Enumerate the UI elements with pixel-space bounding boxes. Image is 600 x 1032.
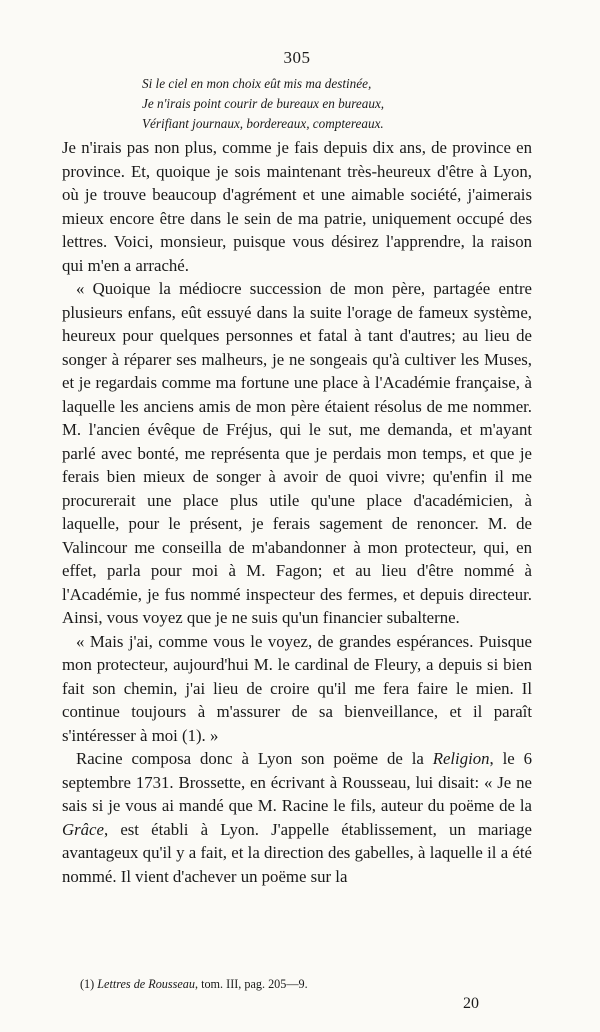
verse-line: Je n'irais point courir de bureaux en bureaux, xyxy=(142,96,385,111)
verse-line: Vérifiant journaux, bordereaux, comptereaux. xyxy=(142,116,384,131)
footnote-rest: , tom. III, pag. 205—9. xyxy=(194,977,308,991)
title-religion: Religion xyxy=(432,749,490,768)
verse-quote xyxy=(142,74,532,134)
paragraph: Je n'irais pas non plus, comme je fais depuis dix ans, de province en province. Et, quoique je sois maintenant très-heureux d'être à Lyon, où je trouve beaucoup d'agrément et une aimable société, j'aimerais mieux encore être dans le sein de ma patrie, uniquement occupé des lettres. Voici, monsieur, puisque vous désirez l'apprendre, la raison qui m'en a arraché. xyxy=(62,138,532,275)
title-grace: Grâce xyxy=(62,819,104,839)
page xyxy=(62,48,532,888)
paragraph-text: , le 6 septembre 1731. Brossette, en écrivant à Rousseau, lui disait: « Je ne sais si je vous ai mandé que M. Racine le fils, auteur du poëme de la xyxy=(62,749,532,815)
paragraph xyxy=(62,747,532,888)
footnote-title: Lettres de Rousseau xyxy=(97,977,195,991)
body-text xyxy=(62,136,532,888)
paragraph: « Quoique la médiocre succession de mon père, partagée entre plusieurs enfans, eût essuyé dans la suite l'orage de fameux système, heureux pour quelques personnes et fatal à tant d'autres; au lieu de songer à réparer ses malheurs, je ne songeais qu'à cultiver les Muses, et je regardais comme ma fortune une place à l'Académie française, à laquelle les anciens amis de mon père étaient résolus de me nommer. M. l'ancien évêque de Fréjus, qui le sut, me demanda, et m'ayant parlé avec bonté, me représenta que je perdais mon temps, et que je ferais bien mieux de songer à avoir de quoi vivre; qu'enfin il me procurerait une place plus utile qu'une place d'académicien, à laquelle, pour le présent, je ferais sagement de renoncer. M. de Valincour me conseilla de m'abandonner à mon protecteur, qui, en effet, parla pour moi à M. Fagon; et au lieu d'être nommé à l'Académie, je fus nommé inspecteur des fermes, et depuis directeur. Ainsi, vous voyez que je ne suis qu'un financier subalterne. xyxy=(62,279,532,627)
paragraph-text: , est établi à Lyon. J'appelle établissement, un mariage avantageux qu'il y a fait, et la direction des gabelles, à laquelle il a été nommé. Il vient d'achever un poëme sur la xyxy=(62,819,532,886)
footnote-mark: (1) xyxy=(80,977,98,991)
verse-line: Si le ciel en mon choix eût mis ma destinée, xyxy=(142,76,372,91)
footnote xyxy=(80,977,308,992)
paragraph-text: Racine composa donc à Lyon son poëme de la xyxy=(76,749,433,768)
page-number: 305 xyxy=(283,48,311,67)
signature-mark: 20 xyxy=(463,995,479,1012)
paragraph: « Mais j'ai, comme vous le voyez, de grandes espérances. Puisque mon protecteur, aujourd'hui M. le cardinal de Fleury, a depuis si bien fait son chemin, j'ai lieu de croire qu'il me fera faire le mien. Il continue toujours à m'assurer de sa bienveillance, et il paraît s'intéresser à moi (1). » xyxy=(62,631,532,745)
